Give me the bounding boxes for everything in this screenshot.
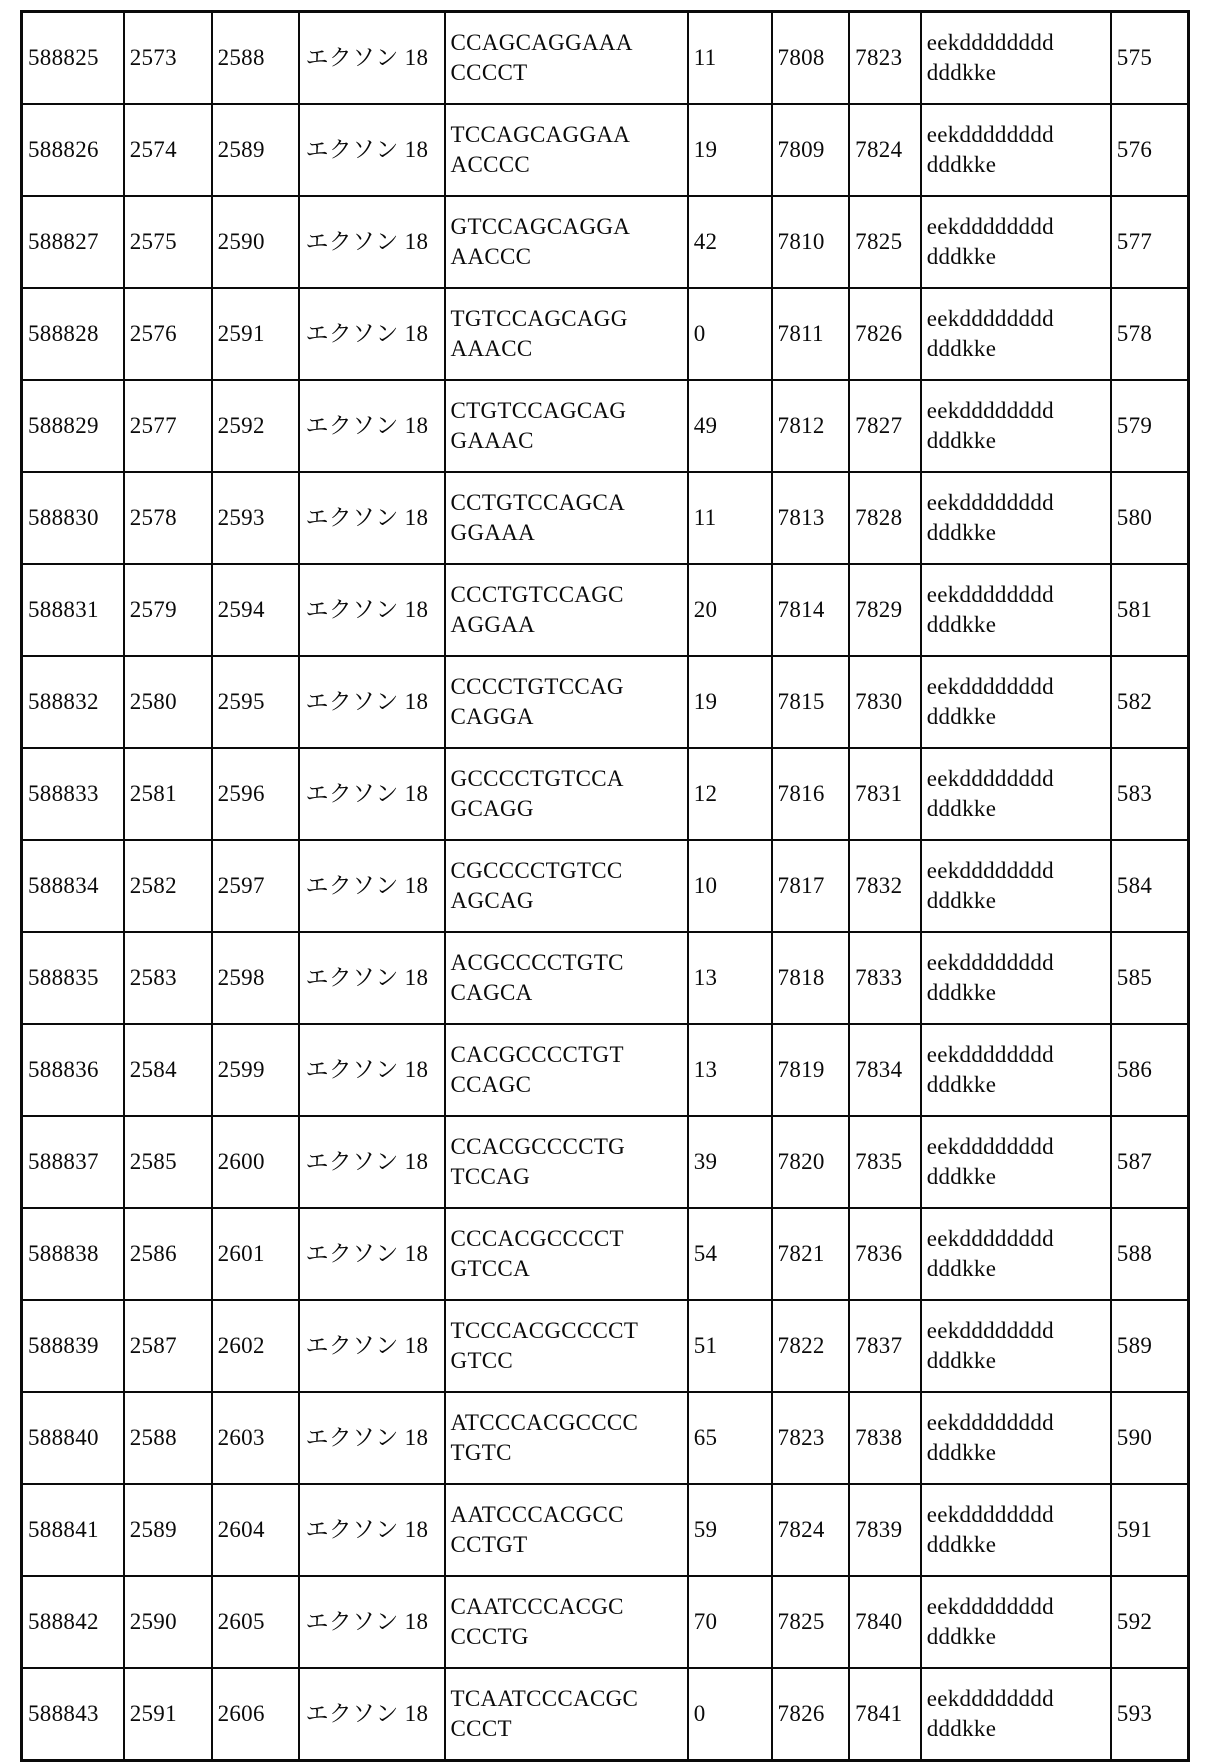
cell-count: 51 (688, 1300, 772, 1392)
cell-start: 2584 (124, 1024, 212, 1116)
cell-seq-no: 577 (1111, 196, 1189, 288)
table-row (22, 564, 1189, 656)
cell-id: 588826 (22, 104, 124, 196)
cell-pos-end: 7839 (849, 1484, 921, 1576)
cell-seq-no: 587 (1111, 1116, 1189, 1208)
cell-sequence: TGTCCAGCAGG AAACC (445, 288, 688, 380)
cell-quality: eekdddddddd dddkke (921, 1484, 1111, 1576)
cell-id: 588840 (22, 1392, 124, 1484)
cell-count: 59 (688, 1484, 772, 1576)
cell-start: 2591 (124, 1668, 212, 1761)
table-row (22, 1484, 1189, 1576)
cell-end: 2597 (212, 840, 300, 932)
cell-pos-end: 7832 (849, 840, 921, 932)
cell-count: 65 (688, 1392, 772, 1484)
cell-start: 2581 (124, 748, 212, 840)
cell-quality: eekdddddddd dddkke (921, 1392, 1111, 1484)
cell-pos-start: 7812 (772, 380, 850, 472)
cell-pos-start: 7826 (772, 1668, 850, 1761)
cell-quality: eekdddddddd dddkke (921, 840, 1111, 932)
cell-count: 70 (688, 1576, 772, 1668)
cell-region: エクソン 18 (299, 1576, 444, 1668)
cell-pos-start: 7822 (772, 1300, 850, 1392)
cell-count: 11 (688, 12, 772, 105)
cell-sequence: TCCCACGCCCCT GTCC (445, 1300, 688, 1392)
cell-sequence: CTGTCCAGCAG GAAAC (445, 380, 688, 472)
cell-pos-start: 7825 (772, 1576, 850, 1668)
cell-id: 588836 (22, 1024, 124, 1116)
cell-id: 588831 (22, 564, 124, 656)
cell-pos-start: 7810 (772, 196, 850, 288)
cell-end: 2605 (212, 1576, 300, 1668)
cell-count: 10 (688, 840, 772, 932)
cell-pos-start: 7814 (772, 564, 850, 656)
cell-region: エクソン 18 (299, 840, 444, 932)
cell-start: 2587 (124, 1300, 212, 1392)
cell-seq-no: 586 (1111, 1024, 1189, 1116)
cell-quality: eekdddddddd dddkke (921, 196, 1111, 288)
cell-end: 2598 (212, 932, 300, 1024)
cell-region: エクソン 18 (299, 1208, 444, 1300)
cell-region: エクソン 18 (299, 748, 444, 840)
cell-count: 20 (688, 564, 772, 656)
cell-end: 2593 (212, 472, 300, 564)
cell-sequence: CCACGCCCCTG TCCAG (445, 1116, 688, 1208)
cell-id: 588829 (22, 380, 124, 472)
cell-start: 2577 (124, 380, 212, 472)
cell-end: 2591 (212, 288, 300, 380)
cell-start: 2585 (124, 1116, 212, 1208)
cell-pos-start: 7815 (772, 656, 850, 748)
cell-id: 588843 (22, 1668, 124, 1761)
cell-seq-no: 588 (1111, 1208, 1189, 1300)
table-row (22, 748, 1189, 840)
cell-seq-no: 589 (1111, 1300, 1189, 1392)
cell-end: 2606 (212, 1668, 300, 1761)
cell-pos-end: 7835 (849, 1116, 921, 1208)
table-row (22, 196, 1189, 288)
cell-seq-no: 575 (1111, 12, 1189, 105)
cell-end: 2588 (212, 12, 300, 105)
cell-id: 588825 (22, 12, 124, 105)
cell-count: 54 (688, 1208, 772, 1300)
cell-sequence: ACGCCCCTGTC CAGCA (445, 932, 688, 1024)
cell-sequence: CCCCTGTCCAG CAGGA (445, 656, 688, 748)
cell-quality: eekdddddddd dddkke (921, 1668, 1111, 1761)
cell-sequence: CAATCCCACGC CCCTG (445, 1576, 688, 1668)
cell-quality: eekdddddddd dddkke (921, 1576, 1111, 1668)
table-row (22, 1300, 1189, 1392)
cell-seq-no: 585 (1111, 932, 1189, 1024)
cell-start: 2575 (124, 196, 212, 288)
cell-id: 588837 (22, 1116, 124, 1208)
cell-pos-end: 7828 (849, 472, 921, 564)
cell-sequence: AATCCCACGCC CCTGT (445, 1484, 688, 1576)
cell-start: 2576 (124, 288, 212, 380)
cell-id: 588832 (22, 656, 124, 748)
cell-pos-end: 7827 (849, 380, 921, 472)
cell-pos-end: 7834 (849, 1024, 921, 1116)
cell-pos-start: 7813 (772, 472, 850, 564)
cell-seq-no: 593 (1111, 1668, 1189, 1761)
cell-end: 2595 (212, 656, 300, 748)
cell-end: 2602 (212, 1300, 300, 1392)
cell-region: エクソン 18 (299, 1668, 444, 1761)
cell-pos-start: 7819 (772, 1024, 850, 1116)
cell-quality: eekdddddddd dddkke (921, 380, 1111, 472)
cell-pos-end: 7823 (849, 12, 921, 105)
cell-region: エクソン 18 (299, 656, 444, 748)
cell-pos-start: 7824 (772, 1484, 850, 1576)
cell-start: 2579 (124, 564, 212, 656)
cell-seq-no: 580 (1111, 472, 1189, 564)
table-row (22, 472, 1189, 564)
cell-count: 42 (688, 196, 772, 288)
cell-pos-end: 7837 (849, 1300, 921, 1392)
cell-sequence: GCCCCTGTCCA GCAGG (445, 748, 688, 840)
cell-region: エクソン 18 (299, 472, 444, 564)
cell-count: 49 (688, 380, 772, 472)
cell-region: エクソン 18 (299, 12, 444, 105)
cell-pos-start: 7808 (772, 12, 850, 105)
cell-sequence: TCCAGCAGGAA ACCCC (445, 104, 688, 196)
cell-quality: eekdddddddd dddkke (921, 1024, 1111, 1116)
cell-id: 588833 (22, 748, 124, 840)
cell-quality: eekdddddddd dddkke (921, 748, 1111, 840)
cell-count: 0 (688, 1668, 772, 1761)
cell-pos-end: 7833 (849, 932, 921, 1024)
cell-count: 12 (688, 748, 772, 840)
cell-start: 2573 (124, 12, 212, 105)
cell-start: 2580 (124, 656, 212, 748)
cell-quality: eekdddddddd dddkke (921, 472, 1111, 564)
cell-quality: eekdddddddd dddkke (921, 104, 1111, 196)
cell-pos-start: 7811 (772, 288, 850, 380)
table-row (22, 1392, 1189, 1484)
cell-quality: eekdddddddd dddkke (921, 1208, 1111, 1300)
table-row (22, 288, 1189, 380)
cell-region: エクソン 18 (299, 288, 444, 380)
cell-end: 2590 (212, 196, 300, 288)
cell-seq-no: 578 (1111, 288, 1189, 380)
table-row (22, 1024, 1189, 1116)
cell-sequence: TCAATCCCACGC CCCT (445, 1668, 688, 1761)
cell-pos-end: 7836 (849, 1208, 921, 1300)
cell-seq-no: 579 (1111, 380, 1189, 472)
cell-pos-end: 7825 (849, 196, 921, 288)
cell-id: 588839 (22, 1300, 124, 1392)
cell-id: 588842 (22, 1576, 124, 1668)
cell-id: 588841 (22, 1484, 124, 1576)
cell-count: 19 (688, 104, 772, 196)
cell-region: エクソン 18 (299, 1024, 444, 1116)
cell-quality: eekdddddddd dddkke (921, 1300, 1111, 1392)
cell-end: 2594 (212, 564, 300, 656)
cell-sequence: ATCCCACGCCCC TGTC (445, 1392, 688, 1484)
cell-id: 588828 (22, 288, 124, 380)
cell-start: 2589 (124, 1484, 212, 1576)
cell-quality: eekdddddddd dddkke (921, 1116, 1111, 1208)
cell-id: 588835 (22, 932, 124, 1024)
cell-pos-start: 7818 (772, 932, 850, 1024)
cell-pos-end: 7841 (849, 1668, 921, 1761)
cell-seq-no: 592 (1111, 1576, 1189, 1668)
cell-id: 588838 (22, 1208, 124, 1300)
cell-quality: eekdddddddd dddkke (921, 932, 1111, 1024)
cell-pos-end: 7829 (849, 564, 921, 656)
cell-sequence: CCCACGCCCCT GTCCA (445, 1208, 688, 1300)
table-row (22, 12, 1189, 105)
cell-pos-start: 7809 (772, 104, 850, 196)
cell-sequence: GTCCAGCAGGA AACCC (445, 196, 688, 288)
cell-pos-end: 7830 (849, 656, 921, 748)
cell-start: 2578 (124, 472, 212, 564)
cell-pos-end: 7826 (849, 288, 921, 380)
cell-sequence: CCAGCAGGAAA CCCCT (445, 12, 688, 105)
cell-start: 2586 (124, 1208, 212, 1300)
cell-quality: eekdddddddd dddkke (921, 656, 1111, 748)
cell-id: 588830 (22, 472, 124, 564)
sequence-table (20, 10, 1190, 1762)
cell-pos-end: 7824 (849, 104, 921, 196)
table-row (22, 1576, 1189, 1668)
cell-pos-start: 7821 (772, 1208, 850, 1300)
cell-end: 2601 (212, 1208, 300, 1300)
cell-region: エクソン 18 (299, 1300, 444, 1392)
cell-end: 2603 (212, 1392, 300, 1484)
cell-region: エクソン 18 (299, 104, 444, 196)
cell-seq-no: 590 (1111, 1392, 1189, 1484)
cell-quality: eekdddddddd dddkke (921, 564, 1111, 656)
cell-quality: eekdddddddd dddkke (921, 288, 1111, 380)
cell-id: 588834 (22, 840, 124, 932)
cell-pos-start: 7820 (772, 1116, 850, 1208)
cell-count: 19 (688, 656, 772, 748)
cell-id: 588827 (22, 196, 124, 288)
cell-region: エクソン 18 (299, 564, 444, 656)
cell-pos-end: 7838 (849, 1392, 921, 1484)
cell-pos-end: 7840 (849, 1576, 921, 1668)
cell-start: 2582 (124, 840, 212, 932)
table-row (22, 1116, 1189, 1208)
cell-sequence: CGCCCCTGTCC AGCAG (445, 840, 688, 932)
cell-seq-no: 576 (1111, 104, 1189, 196)
cell-pos-start: 7817 (772, 840, 850, 932)
cell-end: 2592 (212, 380, 300, 472)
cell-end: 2600 (212, 1116, 300, 1208)
table-body (22, 12, 1189, 1761)
cell-region: エクソン 18 (299, 1484, 444, 1576)
cell-start: 2583 (124, 932, 212, 1024)
cell-pos-start: 7816 (772, 748, 850, 840)
cell-sequence: CACGCCCCTGT CCAGC (445, 1024, 688, 1116)
cell-start: 2588 (124, 1392, 212, 1484)
cell-pos-end: 7831 (849, 748, 921, 840)
cell-seq-no: 581 (1111, 564, 1189, 656)
cell-seq-no: 583 (1111, 748, 1189, 840)
table-row (22, 932, 1189, 1024)
cell-region: エクソン 18 (299, 1116, 444, 1208)
table-row (22, 1668, 1189, 1761)
cell-start: 2590 (124, 1576, 212, 1668)
table-row (22, 840, 1189, 932)
cell-end: 2589 (212, 104, 300, 196)
table-row (22, 656, 1189, 748)
cell-region: エクソン 18 (299, 196, 444, 288)
cell-start: 2574 (124, 104, 212, 196)
cell-seq-no: 591 (1111, 1484, 1189, 1576)
table-row (22, 104, 1189, 196)
cell-count: 13 (688, 1024, 772, 1116)
cell-quality: eekdddddddd dddkke (921, 12, 1111, 105)
cell-end: 2596 (212, 748, 300, 840)
table-row (22, 1208, 1189, 1300)
cell-seq-no: 582 (1111, 656, 1189, 748)
table-row (22, 380, 1189, 472)
cell-end: 2599 (212, 1024, 300, 1116)
cell-region: エクソン 18 (299, 1392, 444, 1484)
cell-count: 0 (688, 288, 772, 380)
cell-sequence: CCCTGTCCAGC AGGAA (445, 564, 688, 656)
cell-sequence: CCTGTCCAGCA GGAAA (445, 472, 688, 564)
cell-pos-start: 7823 (772, 1392, 850, 1484)
cell-region: エクソン 18 (299, 932, 444, 1024)
cell-count: 39 (688, 1116, 772, 1208)
cell-region: エクソン 18 (299, 380, 444, 472)
cell-count: 13 (688, 932, 772, 1024)
cell-seq-no: 584 (1111, 840, 1189, 932)
cell-count: 11 (688, 472, 772, 564)
cell-end: 2604 (212, 1484, 300, 1576)
